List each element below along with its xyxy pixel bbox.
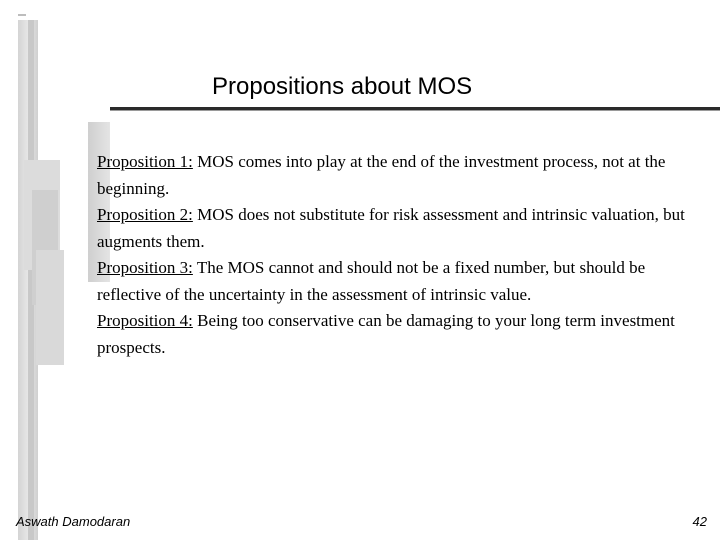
proposition-item xyxy=(97,255,707,308)
slide-content xyxy=(97,149,707,361)
proposition-item xyxy=(97,202,707,255)
proposition-label: Proposition 3: xyxy=(97,258,193,277)
footer-author: Aswath Damodaran xyxy=(16,514,131,529)
proposition-text: MOS does not substitute for risk assessment and intrinsic valuation, but augments them. xyxy=(97,205,685,251)
proposition-label: Proposition 1: xyxy=(97,152,193,171)
proposition-text: Being too conservative can be damaging to your long term investment prospects. xyxy=(97,311,675,357)
proposition-label: Proposition 2: xyxy=(97,205,193,224)
slide-title: Propositions about MOS xyxy=(212,73,473,100)
proposition-item xyxy=(97,308,707,361)
page-number: 42 xyxy=(692,514,707,529)
proposition-label: Proposition 4: xyxy=(97,311,193,330)
title-divider xyxy=(110,107,720,110)
decorative-bar xyxy=(18,14,26,16)
proposition-text: MOS comes into play at the end of the investment process, not at the beginning. xyxy=(97,152,666,198)
proposition-text: The MOS cannot and should not be a fixed number, but should be reflective of the uncertainty in the assessment of intrinsic value. xyxy=(97,258,646,304)
decorative-bar xyxy=(36,250,64,365)
proposition-item xyxy=(97,149,707,202)
